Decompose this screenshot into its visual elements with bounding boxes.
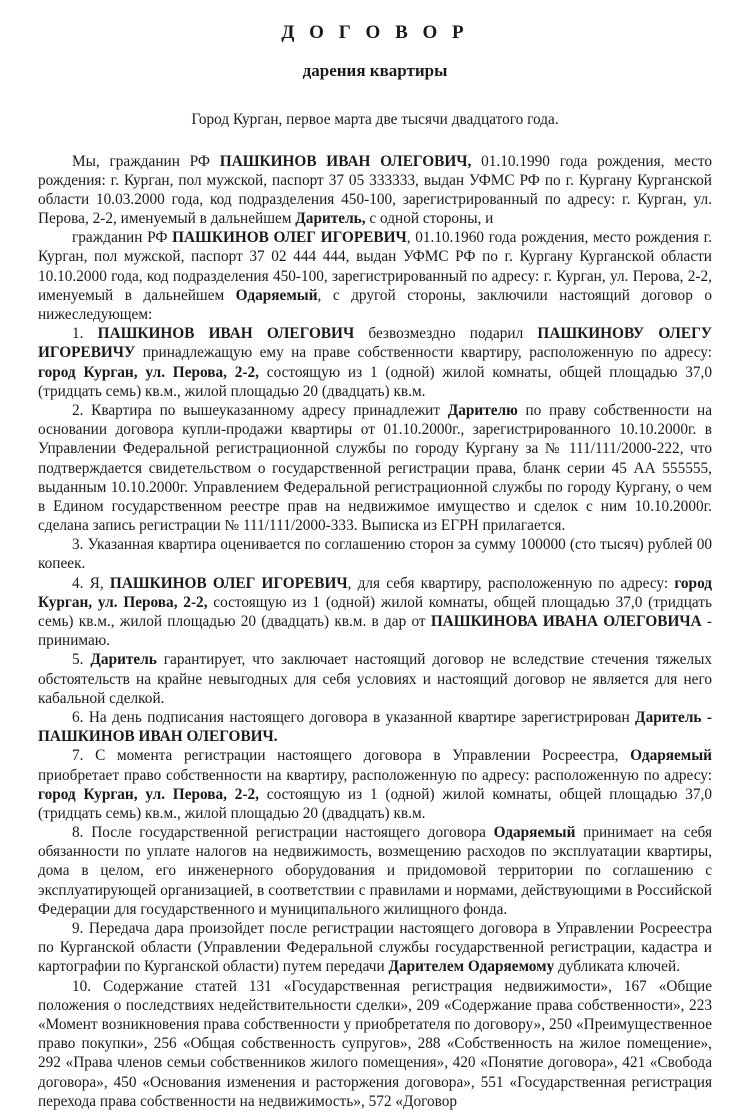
clause-text: 9. Передача дара произойдет после регистрации настоящего договора в Управлении Росреестра по Курганской области (Управлении Федеральной службы государственной регистрации, кадастра и картографии по Курганской области) путем передачи: [38, 920, 712, 976]
clause-text: 7. С момента регистрации настоящего договора в Управлении Росреестра,: [72, 747, 631, 765]
clause-text: 5.: [72, 651, 91, 669]
clause-emphasis: ПАШКИНОВА ИВАНА ОЛЕГОВИЧА: [430, 613, 702, 631]
clause-emphasis: ПАШКИНОВ ИВАН ОЛЕГОВИЧ: [97, 325, 355, 343]
clause-paragraph: [38, 919, 712, 977]
page-title: Д О Г О В О Р: [281, 22, 469, 43]
clause-emphasis: Даритель: [90, 651, 157, 669]
clause-paragraph: [38, 650, 712, 708]
donor-name: ПАШКИНОВ ИВАН ОЛЕГОВИЧ,: [219, 152, 472, 170]
clause-text: безвозмездно подарил: [354, 325, 538, 343]
clause-text: 10. Содержание статей 131 «Государственная регистрация недвижимости», 167 «Общие положения о последствиях недействительности сделки», 209 «Содержание права собственности», 223 «Момент возникновения права собственности у приобретателя по договору», 250 «Преимущественное право покупки», 256 «Общая собственность супругов», 288 «Собственность на жилое помещение», 292 «Права членов семьи собственников жилого помещения», 420 «Понятие договора», 421 «Свобода договора», 450 «Основания изменения и расторжения договора», 551 «Государственная регистрация перехода права собственности на недвижимость», 572 «Договор: [38, 977, 712, 1110]
clause-emphasis: город Курган, ул. Перова, 2-2,: [38, 785, 260, 803]
donor-role-label: Даритель,: [295, 210, 366, 228]
document-subtitle: дарения квартиры: [302, 60, 448, 80]
donor-details-tail: с одной стороны, и: [365, 210, 494, 228]
clause-paragraph: [38, 324, 712, 401]
clause-emphasis: ПАШКИНОВУ ОЛЕГУ ИГОРЕВИЧУ: [38, 325, 713, 362]
clause-paragraph: [38, 746, 712, 823]
donee-name: ПАШКИНОВ ОЛЕГ ИГОРЕВИЧ: [172, 229, 407, 247]
clause-emphasis: Дарителю: [447, 401, 518, 419]
donee-role-label: Одаряемый: [235, 286, 318, 304]
place-and-date: Город Курган, первое марта две тысячи двадцатого года.: [191, 111, 559, 129]
clause-emphasis: город Курган, ул. Перова, 2-2,: [38, 574, 713, 611]
clause-text: состоящую из 1 (одной) жилой комнаты, общей площадью 37,0 (тридцать семь) кв.м., жилой площадью 20 (двадцать) кв.м. в дар от: [38, 593, 712, 631]
clause-text: 1.: [72, 325, 98, 343]
clause-text: - принимаю.: [38, 613, 712, 650]
clause-emphasis: Дарителем Одаряемому: [388, 958, 555, 976]
donor-intro-prefix: Мы, гражданин РФ: [72, 152, 220, 170]
clause-text: 2. Квартира по вышеуказанному адресу принадлежит: [72, 401, 448, 419]
clause-paragraph: [38, 535, 712, 573]
donee-intro-prefix: гражданин РФ: [72, 229, 173, 247]
clause-paragraph: [38, 708, 712, 746]
clause-text: приобретает право собственности на квартиру, расположенную по адресу: расположенную по адресу:: [38, 766, 712, 784]
clause-paragraph: [38, 401, 712, 535]
document-body: [38, 152, 712, 1111]
clause-text: принимает на себя обязанности по уплате налогов на недвижимость, возмещению расходов по эксплуатации квартиры, дома в целом, его инженерного оборудования и придомовой территории по соглашению с эксплуатирующей организацией, в соответствии с правилами и нормами, действующими в Российской Федерации для государственного и муниципального жилищного фонда.: [38, 824, 712, 918]
clause-text: 6. На день подписания настоящего договора в указанной квартире зарегистрирован: [72, 708, 636, 726]
preamble-donee: [38, 228, 712, 324]
clause-emphasis: Одаряемый: [493, 824, 576, 842]
clause-paragraph: [38, 574, 712, 651]
clause-emphasis: Одаряемый: [630, 747, 712, 765]
clause-text: по праву собственности на основании договора купли-продажи квартиры от 01.10.2000г., зарегистрированного 10.10.2000г. в Управлении Федеральной регистрационной службы по городу Кургану за № 111/111/2000-222, что подтверждается свидетельством о государственной регистрации права, бланк серии 45 АА 555555, выданным 10.10.2000г. Управлением Федеральной регистрационной службы по городу Кургану, о чем в Едином государственном реестре прав на недвижимое имущество и сделок с ним 10.10.2000г. сделана запись регистрации № 111/111/2000-333. Выписка из ЕГРН прилагается.: [38, 401, 712, 535]
donor-details: 01.10.1990 года рождения, место рождения: г. Курган, пол мужской, паспорт 37 05 333333, выдан УФМС РФ по г. Кургану Курганской области 10.03.2000 года, код подразделения 450-100, зарегистрированный по адресу: г. Курган, ул. Перова, 2-2, именуемый в дальнейшем: [38, 152, 712, 228]
clause-paragraph: [38, 823, 712, 919]
clause-text: 4. Я,: [72, 574, 110, 592]
clause-paragraph: [38, 977, 712, 1111]
clause-text: состоящую из 1 (одной) жилой комнаты, общей площадью 37,0 (тридцать семь) кв.м., жилой площадью 20 (двадцать) кв.м.: [38, 363, 712, 400]
preamble-donor: [38, 152, 712, 229]
clause-text: , для себя квартиру, расположенную по адресу:: [347, 574, 675, 592]
donee-details-tail: , с другой стороны, заключили настоящий договор о нижеследующем:: [38, 286, 712, 324]
clause-text: 8. После государственной регистрации настоящего договора: [72, 824, 494, 842]
clause-list: [38, 324, 712, 1111]
clause-emphasis: Даритель - ПАШКИНОВ ИВАН ОЛЕГОВИЧ.: [38, 708, 713, 746]
clause-emphasis: город Курган, ул. Перова, 2-2,: [38, 363, 260, 381]
clause-text: принадлежащую ему на праве собственности квартиру, расположенную по адресу:: [135, 344, 712, 362]
clause-emphasis: ПАШКИНОВ ОЛЕГ ИГОРЕВИЧ: [109, 574, 348, 592]
clause-text: гарантирует, что заключает настоящий договор не вследствие стечения тяжелых обстоятельств на крайне невыгодных для себя условиях и настоящий договор не является для него кабальной сделкой.: [38, 651, 712, 707]
clause-text: состоящую из 1 (одной) жилой комнаты, общей площадью 37,0 (тридцать семь) кв.м., жилой площадью 20 (двадцать) кв.м.: [38, 785, 712, 822]
clause-text: 3. Указанная квартира оценивается по соглашению сторон за сумму 100000 (сто тысяч) рублей 00 копеек.: [38, 536, 712, 573]
clause-text: дубликата ключей.: [554, 958, 680, 976]
donee-details: , 01.10.1960 года рождения, место рождения г. Курган, пол мужской, паспорт 37 02 444 444, выдан УФМС РФ по г. Кургану Курганской области 10.10.2000 года, код подразделения 450-100, зарегистрированный по адресу: г. Курган, ул. Перова, 2-2, именуемый в дальнейшем: [38, 229, 713, 304]
